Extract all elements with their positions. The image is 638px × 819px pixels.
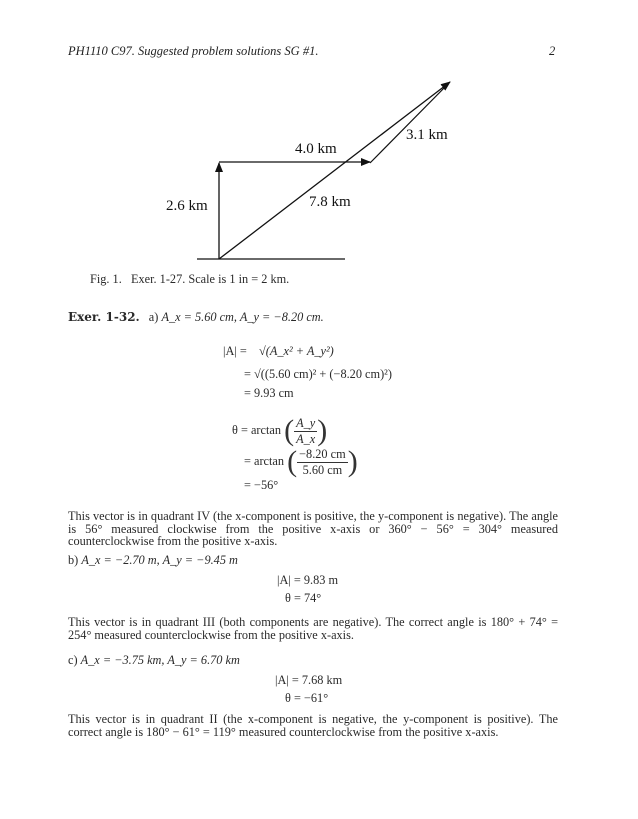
part-b-explanation: This vector is in quadrant III (both components are negative). The correct angle is 180° + 74° = 254° measured counterclockwise from the positive x-axis. [68, 615, 558, 642]
theta-line2: = arctan ( $\frac{-8.20 cm}{5.60 cm}$ ) [244, 445, 358, 478]
mag-line2: = √((5.60 cm)² + (−8.20 cm)²) [244, 367, 392, 381]
part-b-mag: |A| = 9.83 m [277, 573, 339, 587]
part-b-label: b) [68, 553, 79, 567]
label-7-8-km: 7.8 km [309, 194, 351, 210]
mag-line3: = 9.93 cm [244, 386, 294, 400]
part-a-label: a) [148, 310, 159, 324]
exercise-heading: Exer. 1-32. [68, 310, 140, 324]
part-b-given: A_x = −2.70 m, A_y = −9.45 m [81, 553, 238, 567]
part-c-line [68, 653, 240, 668]
mag-line1: √(A_x² + A_y²) [259, 344, 334, 358]
mag-lhs: |A| = [223, 344, 247, 358]
theta-line2-prefix: = arctan [244, 453, 285, 468]
part-b-line [68, 553, 238, 568]
running-header: PH1110 C97. Suggested problem solutions SG #1. [68, 44, 319, 58]
label-3-1-km: 3.1 km [406, 127, 448, 143]
part-c-given: A_x = −3.75 km, A_y = 6.70 km [80, 653, 240, 667]
theta-frac2-num: −8.20 cm [299, 446, 346, 461]
label-4-0-km: 4.0 km [295, 141, 337, 157]
vector-resultant-7-8 [219, 82, 450, 259]
theta-frac1-num: A_y [296, 415, 316, 430]
theta-line1: θ = arctan ( $\frac{A\_y}{A\_x}$ ) [232, 414, 328, 447]
figure-caption: Fig. 1. Exer. 1-27. Scale is 1 in = 2 km. [90, 272, 290, 286]
part-c-mag: |A| = 7.68 km [275, 673, 343, 687]
part-c-explanation: This vector is in quadrant II (the x-component is negative, the y-component is positive). The correct angle is 180° − 61° = 119° measured counterclockwise from the positive x-axis. [68, 712, 558, 739]
label-2-6-km: 2.6 km [166, 198, 208, 214]
part-b-theta: θ = 74° [285, 591, 322, 605]
theta-lhs: θ = arctan [232, 422, 282, 437]
part-a-given: A_x = 5.60 cm, A_y = −8.20 cm. [161, 310, 324, 324]
vector-3-1 [370, 84, 448, 163]
theta-frac2-den: 5.60 cm [302, 462, 343, 477]
part-a-explanation: This vector is in quadrant IV (the x-component is positive, the y-component is negative). The angle is 56° measured clockwise from the positive x-axis or 360° − 56° = 304° measured counterclockwise from the positive x-axis. [68, 509, 558, 548]
theta-line3: = −56° [244, 478, 279, 492]
theta-frac1-den: A_x [296, 431, 316, 446]
page-number: 2 [549, 44, 556, 58]
part-c-theta: θ = −61° [285, 691, 329, 705]
exercise-a-line [68, 310, 324, 325]
part-c-label: c) [68, 653, 78, 667]
